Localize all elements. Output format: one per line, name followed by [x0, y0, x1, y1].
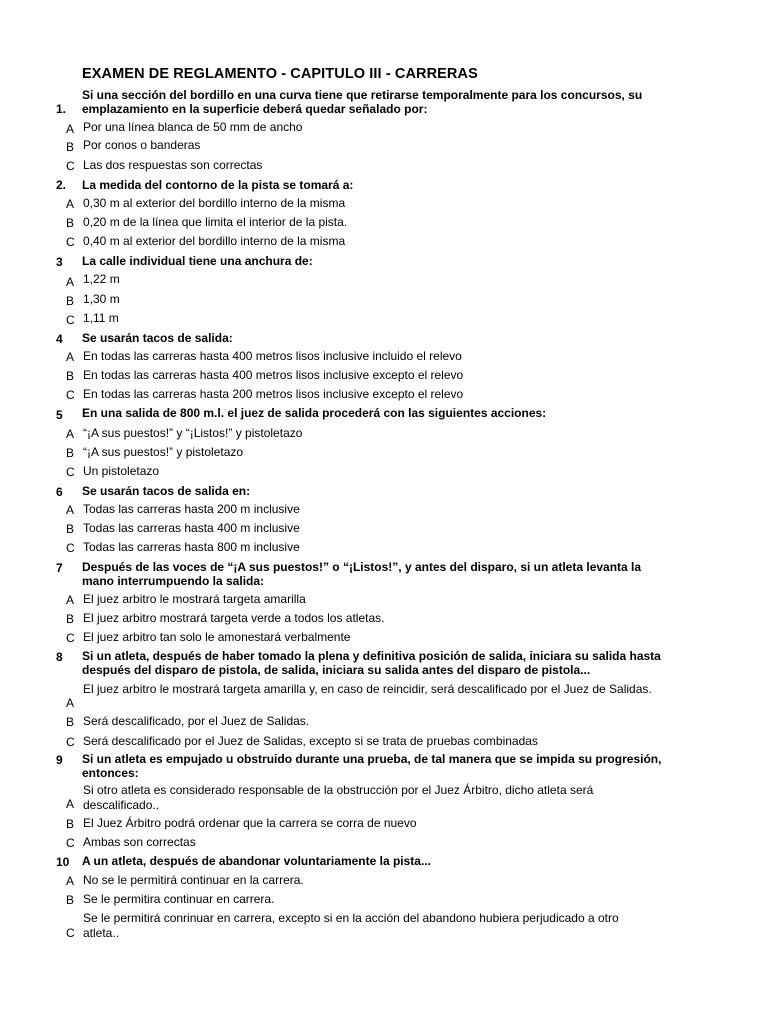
option-text: El juez arbitro tan solo le amonestará verbalmente — [83, 630, 351, 644]
option-text: Todas las carreras hasta 400 m inclusive — [83, 521, 300, 535]
question-number: 6 — [56, 485, 63, 499]
option-letter: B — [66, 446, 75, 460]
option-letter: C — [66, 388, 75, 402]
option-text: El juez arbitro le mostrará targeta amarilla — [83, 592, 306, 606]
option-letter: B — [66, 369, 75, 383]
option-letter: A — [66, 593, 75, 607]
question-text: Si una sección del bordillo en una curva tiene que retirarse temporalmente para los concursos, su emplazamiento en la superficie deberá quedar señalado por: — [82, 88, 643, 116]
option-text: En todas las carreras hasta 400 metros lisos inclusive excepto el relevo — [83, 368, 464, 382]
option-letter: C — [66, 631, 75, 645]
option-letter: A — [66, 350, 75, 364]
option-letter: B — [66, 893, 75, 907]
option-letter: B — [66, 140, 75, 154]
option-letter: A — [66, 503, 75, 517]
question-text: Si un atleta es empujado u obstruido durante una prueba, de tal manera que se impida su progresión, entonces: — [82, 752, 662, 780]
option-text: Será descalificado por el Juez de Salidas, excepto si se trata de pruebas combinadas — [83, 734, 538, 748]
option-text: 0,20 m de la línea que limita el interior de la pista. — [83, 215, 348, 229]
question-number: 3 — [56, 255, 63, 269]
option-letter: B — [66, 522, 75, 536]
option-text: 0,40 m al exterior del bordillo interno de la misma — [83, 234, 346, 248]
option-text: El juez arbitro le mostrará targeta amarilla y, en caso de reincidir, será descalificado por el Juez de Salidas. — [83, 682, 652, 696]
option-letter: B — [66, 294, 75, 308]
option-letter: A — [66, 696, 75, 710]
option-letter: B — [66, 817, 75, 831]
question-number: 2. — [56, 178, 67, 192]
option-text: En todas las carreras hasta 200 metros lisos inclusive excepto el relevo — [83, 387, 464, 401]
option-text: No se le permitirá continuar en la carrera. — [83, 873, 304, 887]
question-number: 10 — [56, 855, 70, 869]
option-letter: C — [66, 541, 75, 555]
option-text: El Juez Árbitro podrá ordenar que la carrera se corra de nuevo — [83, 816, 417, 830]
question-number: 1. — [56, 102, 67, 116]
option-text: Las dos respuestas son correctas — [83, 158, 263, 172]
option-text: Un pistoletazo — [83, 464, 160, 478]
option-text: “¡A sus puestos!” y pistoletazo — [83, 445, 244, 459]
page-title: EXAMEN DE REGLAMENTO - CAPITULO III - CARRERAS — [82, 66, 478, 82]
option-text: En todas las carreras hasta 400 metros lisos inclusive incluido el relevo — [83, 349, 462, 363]
option-text: Por conos o banderas — [83, 138, 201, 152]
option-text: Por una línea blanca de 50 mm de ancho — [83, 120, 303, 134]
question-text: La medida del contorno de la pista se tomará a: — [82, 178, 354, 192]
option-letter: C — [66, 926, 75, 940]
option-text: 1,11 m — [83, 311, 119, 325]
question-text: La calle individual tiene una anchura de: — [82, 254, 313, 268]
option-letter: A — [66, 427, 75, 441]
option-letter: C — [66, 735, 75, 749]
option-letter: C — [66, 159, 75, 173]
option-letter: C — [66, 465, 75, 479]
option-text: Todas las carreras hasta 200 m inclusive — [83, 502, 300, 516]
question-text: A un atleta, después de abandonar voluntariamente la pista... — [82, 854, 431, 868]
question-text: Se usarán tacos de salida en: — [82, 484, 251, 498]
option-text: “¡A sus puestos!” y “¡Listos!” y pistoletazo — [83, 426, 303, 440]
option-letter: A — [66, 275, 75, 289]
option-letter: C — [66, 836, 75, 850]
question-number: 4 — [56, 332, 63, 346]
question-number: 9 — [56, 753, 63, 767]
question-text: Si un atleta, después de haber tomado la plena y definitiva posición de salida, iniciara su salida hasta después del disparo de pistola, de salida, iniciara su salida antes del disparo de pistola... — [82, 649, 661, 677]
option-letter: B — [66, 715, 75, 729]
option-letter: B — [66, 612, 75, 626]
option-letter: A — [66, 197, 75, 211]
option-text: 1,22 m — [83, 272, 120, 286]
option-letter: A — [66, 797, 75, 811]
option-text: Si otro atleta es considerado responsable de la obstrucción por el Juez Árbitro, dicho atleta será descalificado.. — [83, 783, 594, 812]
option-letter: A — [66, 122, 75, 136]
option-text: Será descalificado, por el Juez de Salidas. — [83, 714, 310, 728]
option-letter: C — [66, 313, 75, 327]
option-text: Se le permitira continuar en carrera. — [83, 892, 275, 906]
option-text: Ambas son correctas — [83, 835, 196, 849]
question-text: Se usarán tacos de salida: — [82, 331, 233, 345]
option-letter: A — [66, 874, 75, 888]
option-letter: C — [66, 235, 75, 249]
option-text: El juez arbitro mostrará targeta verde a todos los atletas. — [83, 611, 385, 625]
option-text: Se le permitirá conrinuar en carrera, excepto si en la acción del abandono hubiera perjudicado a otro atleta.. — [83, 911, 619, 940]
option-text: 0,30 m al exterior del bordillo interno de la misma — [83, 196, 346, 210]
question-number: 5 — [56, 408, 63, 422]
question-number: 8 — [56, 650, 63, 664]
option-text: 1,30 m — [83, 292, 120, 306]
question-number: 7 — [56, 561, 63, 575]
option-letter: B — [66, 216, 75, 230]
question-text: Después de las voces de “¡A sus puestos!” o “¡Listos!”, y antes del disparo, si un atleta levanta la mano interrumpuendo la salida: — [82, 560, 642, 588]
question-text: En una salida de 800 m.l. el juez de salida procederá con las siguientes acciones: — [82, 406, 547, 420]
option-text: Todas las carreras hasta 800 m inclusive — [83, 540, 300, 554]
